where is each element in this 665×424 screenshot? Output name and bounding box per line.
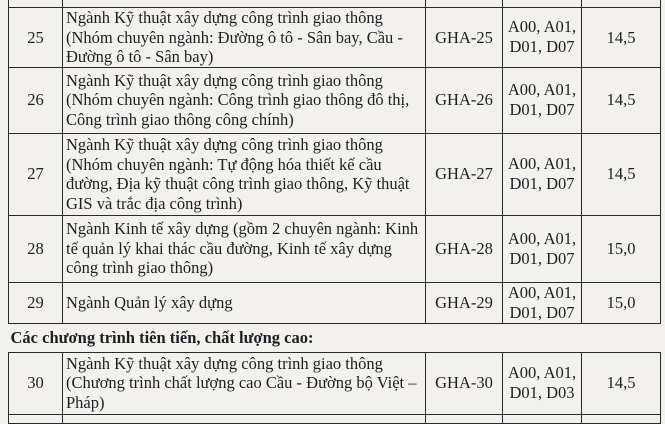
subject-groups: [503, 67, 582, 133]
subject-groups-line: D01, D07: [509, 100, 575, 119]
row-number: 30: [9, 352, 63, 414]
major-name: Ngành Kinh tế xây dựng (gồm 2 chuyên ngành: Kinh tế quản lý khai thác cầu đường, Kinh tế xây dựng công trình giao thông): [63, 215, 426, 282]
admission-score: 15,0: [582, 215, 661, 282]
table-row: [9, 8, 661, 68]
table-row: [9, 282, 661, 323]
subject-groups-line: A00, A01,: [507, 363, 577, 382]
major-name: Ngành Kỹ thuật xây dựng công trình giao thông (Chương trình chất lượng cao Cầu - Đường bộ Việt – Pháp): [63, 352, 426, 414]
subject-groups-line: D01, D03: [509, 383, 575, 402]
major-name: Ngành Kỹ thuật xây dựng công trình giao thông (Nhóm chuyên ngành: Công trình giao thông đô thị, Công trình giao thông công chính): [63, 67, 426, 133]
major-code: GHA-27: [426, 133, 503, 215]
major-code: GHA-25: [426, 8, 503, 68]
subject-groups-line: A00, A01,: [507, 154, 577, 173]
table-row-partial: [9, 414, 661, 423]
major-name: Ngành Quản lý xây dựng: [63, 282, 426, 323]
subject-groups: [503, 215, 582, 282]
subject-groups: [503, 282, 582, 323]
subject-groups-line: A00, A01,: [507, 228, 577, 248]
row-number: 26: [9, 67, 63, 133]
section-header-row: [9, 323, 661, 352]
subject-groups: [503, 352, 582, 414]
subject-groups-line: D01, D07: [509, 302, 575, 322]
subject-groups: [503, 8, 582, 68]
admission-score: 15,0: [582, 282, 661, 323]
subject-groups: [503, 133, 582, 215]
subject-groups-line: D01, D07: [509, 37, 575, 57]
major-code: GHA-29: [426, 282, 503, 323]
major-code: GHA-28: [426, 215, 503, 282]
admission-score-table: [8, 0, 661, 424]
subject-groups-line: A00, A01,: [507, 282, 577, 302]
subject-groups-line: A00, A01,: [507, 17, 577, 37]
admission-score: 14,5: [582, 8, 661, 68]
major-name: Ngành Kỹ thuật xây dựng công trình giao thông (Nhóm chuyên ngành: Đường ô tô - Sân bay, Cầu - Đường ô tô - Sân bay): [63, 8, 426, 68]
subject-groups-line: A00, A01,: [507, 80, 577, 99]
subject-groups-line: D01, D07: [509, 248, 575, 268]
table-row: [9, 133, 661, 215]
row-number: 28: [9, 215, 63, 282]
table-row: [9, 215, 661, 282]
row-number: 27: [9, 133, 63, 215]
admission-score: 14,5: [582, 352, 661, 414]
table-row-partial: [9, 0, 661, 8]
admission-score: 14,5: [582, 67, 661, 133]
table-row: [9, 67, 661, 133]
major-code: GHA-26: [426, 67, 503, 133]
row-number: 25: [9, 8, 63, 68]
subject-groups-line: D01, D07: [509, 174, 575, 193]
major-name: Ngành Kỹ thuật xây dựng công trình giao thông (Nhóm chuyên ngành: Tự động hóa thiết kế cầu đường, Địa kỹ thuật công trình giao thông, Kỹ thuật GIS và trắc địa công trình): [63, 133, 426, 215]
admission-table-container: [8, 0, 661, 424]
admission-score: 14,5: [582, 133, 661, 215]
row-number: 29: [9, 282, 63, 323]
major-code: GHA-30: [426, 352, 503, 414]
section-title: Các chương trình tiên tiến, chất lượng cao:: [9, 323, 661, 352]
table-row: [9, 352, 661, 414]
